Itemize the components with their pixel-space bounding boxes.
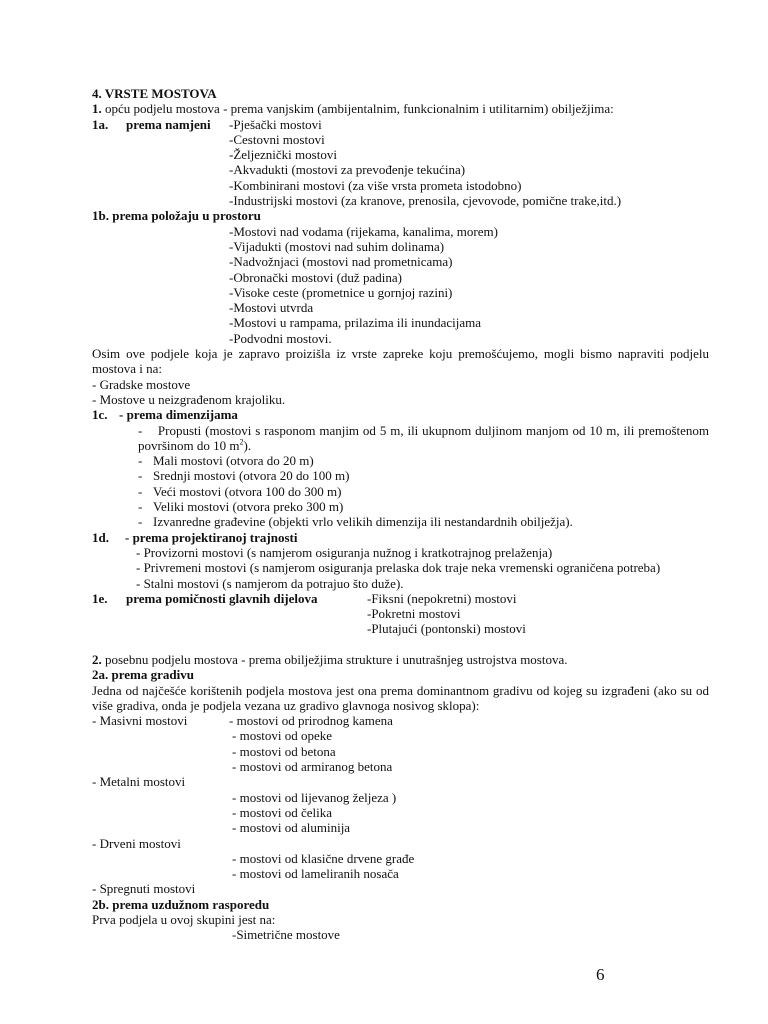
list-dash: - (138, 468, 143, 484)
list-item: -Plutajući (pontonski) mostovi (367, 621, 526, 637)
list-item: - mostovi od čelika (232, 804, 333, 820)
subsection-1a-title: prema namjeni (126, 116, 211, 132)
paragraph: Prva podjela u ovoj skupini jest na: (92, 912, 276, 928)
list-dash: - (138, 499, 143, 515)
subsection-1d-title: - prema projektiranoj trajnosti (125, 529, 298, 545)
material-group-label: - Masivni mostovi (92, 713, 188, 729)
list-item-end: ). (243, 437, 252, 453)
list-item (92, 423, 709, 454)
list-item: -Mostovi utvrda (229, 300, 314, 316)
list-item (92, 468, 709, 483)
subsection-1a-label: 1a. (92, 116, 109, 132)
superscript: 2 (239, 437, 244, 447)
subsection-1e-label: 1e. (92, 590, 108, 606)
section-1-number: 1. (92, 101, 102, 117)
list-item: -Simetrične mostove (232, 927, 340, 943)
list-item: - mostovi od klasične drvene građe (232, 850, 415, 866)
material-group-label: - Spregnuti mostovi (92, 881, 196, 897)
list-item: - mostovi od aluminija (232, 820, 351, 836)
list-item (92, 484, 709, 499)
list-item: -Cestovni mostovi (229, 131, 325, 147)
subsection-2a-title: 2a. prema gradivu (92, 667, 194, 683)
list-item: -Podvodni mostovi. (229, 330, 332, 346)
list-item: - Mostove u neizgrađenom krajoliku. (92, 391, 286, 407)
list-dash: - (138, 422, 143, 438)
list-item: - mostovi od lameliranih nosača (232, 866, 399, 882)
section-1-intro (92, 101, 709, 116)
subsection-1c-title: - prema dimenzijama (119, 407, 238, 423)
subsection-1d-row (92, 530, 709, 545)
list-item (92, 453, 709, 468)
subsection-1d-label: 1d. (92, 529, 109, 545)
list-item: -Visoke ceste (prometnice u gornjoj razini) (229, 284, 453, 300)
list-item: -Mostovi nad vodama (rijekama, kanalima, morem) (229, 223, 498, 239)
page-number: 6 (596, 965, 605, 984)
list-item: - Provizorni mostovi (s namjerom osiguranja nužnog i kratkotrajnog prelaženja) (136, 544, 553, 560)
subsection-1c-label: 1c. (92, 407, 108, 423)
list-item: - mostovi od opeke (232, 728, 333, 744)
list-item: -Fiksni (nepokretni) mostovi (367, 590, 517, 606)
list-item: -Industrijski mostovi (za kranove, prenosila, cjevovode, pomične trake,itd.) (229, 193, 622, 209)
list-item-text: Veći mostovi (otvora 100 do 300 m) (153, 483, 342, 499)
section-2-text: posebnu podjelu mostova - prema obilježjima strukture i unutrašnjeg ustrojstva mostova. (101, 651, 568, 667)
list-item-text: Propusti (mostovi s rasponom manjim od 5 m, ili ukupnom duljinom manjom od 10 m, ili premoštenom površinom do 10 m (138, 422, 710, 453)
list-item: -Vijadukti (mostovi nad suhim dolinama) (229, 238, 445, 254)
list-item: -Kombinirani mostovi (za više vrsta prometa istodobno) (229, 177, 522, 193)
section-heading: 4. VRSTE MOSTOVA (92, 86, 217, 101)
paragraph: Jedna od najčešće korištenih podjela mostova jest ona prema dominantnom gradivu od kojeg su izgrađeni (ako su od više gradiva, onda je podjela vezana uz gradivo glavnoga nosivog sklopa): (92, 682, 709, 713)
section-1-text: opću podjelu mostova - prema vanjskim (ambijentalnim, funkcionalnim i utilitarnim) obilježjima: (101, 101, 614, 117)
list-item: -Mostovi u rampama, prilazima ili inundacijama (229, 315, 481, 331)
list-item: - Stalni mostovi (s namjerom da potrajuo što duže). (136, 575, 404, 591)
subsection-1e-title: prema pomičnosti glavnih dijelova (126, 590, 318, 606)
material-group-label: - Drveni mostovi (92, 835, 181, 851)
list-item: - Gradske mostove (92, 376, 191, 392)
list-item: - mostovi od betona (232, 743, 336, 759)
list-dash: - (138, 514, 143, 530)
subsection-1a-row (92, 117, 709, 132)
list-item: -Željeznički mostovi (229, 147, 337, 163)
list-item: -Nadvožnjaci (mostovi nad prometnicama) (229, 254, 453, 270)
subsection-1e-row (92, 591, 709, 606)
list-item: - Privremeni mostovi (s namjerom osiguranja prelaska dok traje neka vremenski ograničena potreba) (136, 560, 661, 576)
list-item (92, 514, 709, 529)
document-page (92, 86, 709, 943)
list-item: -Pješački mostovi (229, 116, 322, 132)
paragraph: Osim ove podjele koja je zapravo proizišla iz vrste zapreke koju premošćujemo, mogli bismo napraviti podjelu mostova i na: (92, 346, 709, 377)
section-2-number: 2. (92, 651, 102, 667)
subsection-1b-title: 1b. prema položaju u prostoru (92, 208, 261, 224)
list-item: -Akvadukti (mostovi za prevođenje tekućina) (229, 162, 466, 178)
list-item-text: Veliki mostovi (otvora preko 300 m) (153, 499, 344, 515)
list-item-text: Srednji mostovi (otvora 20 do 100 m) (153, 468, 350, 484)
list-item: - mostovi od prirodnog kamena (229, 713, 393, 729)
subsection-2b-title: 2b. prema uzdužnom rasporedu (92, 896, 270, 912)
list-item: -Obronački mostovi (duž padina) (229, 269, 402, 285)
section-2-intro (92, 652, 709, 667)
material-group-label: - Metalni mostovi (92, 774, 186, 790)
list-item: -Pokretni mostovi (367, 606, 461, 622)
list-item: - mostovi od lijevanog željeza ) (232, 789, 397, 805)
list-dash: - (138, 483, 143, 499)
list-item-text: Izvanredne građevine (objekti vrlo velikih dimenzija ili nestandardnih obilježja). (153, 514, 573, 530)
list-item-text: Mali mostovi (otvora do 20 m) (153, 453, 314, 469)
list-dash: - (138, 453, 143, 469)
list-item: - mostovi od armiranog betona (232, 759, 393, 775)
list-item (92, 499, 709, 514)
material-group-row (92, 713, 709, 728)
subsection-1c-row (92, 407, 709, 422)
